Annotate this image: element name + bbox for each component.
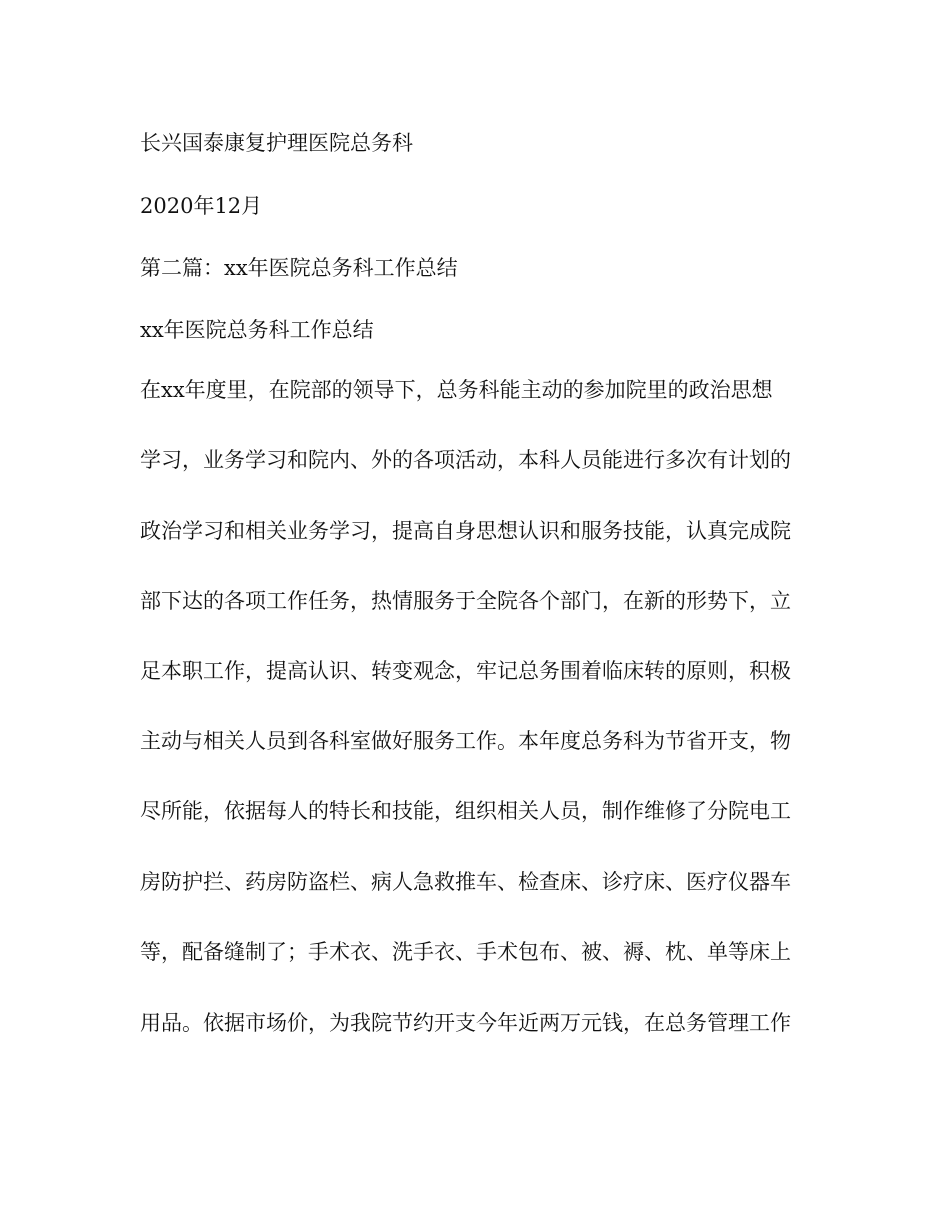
body-line: 足本职工作，提高认识、转变观念，牢记总务围着临床转的原则，积极	[140, 659, 791, 683]
body-line: 政治学习和相关业务学习，提高自身思想认识和服务技能，认真完成院	[140, 519, 791, 543]
document-section-title: 第二篇：xx年医院总务科工作总结	[140, 256, 458, 280]
body-line: 用品。依据市场价，为我院节约开支今年近两万元钱，在总务管理工作	[140, 1011, 791, 1035]
body-line: 等，配备缝制了；手术衣、洗手衣、手术包布、被、褥、枕、单等床上	[140, 940, 791, 964]
document-subtitle: xx年医院总务科工作总结	[140, 318, 374, 342]
body-line: 学习，业务学习和院内、外的各项活动，本科人员能进行多次有计划的	[140, 448, 791, 472]
body-line: 部下达的各项工作任务，热情服务于全院各个部门，在新的形势下，立	[140, 589, 791, 613]
body-line: 尽所能，依据每人的特长和技能，组织相关人员，制作维修了分院电工	[140, 799, 791, 823]
body-line: 房防护拦、药房防盗栏、病人急救推车、检查床、诊疗床、医疗仪器车	[140, 870, 791, 894]
document-date: 2020年12月	[140, 194, 263, 218]
document-organization: 长兴国泰康复护理医院总务科	[140, 131, 413, 155]
body-line: 主动与相关人员到各科室做好服务工作。本年度总务科为节省开支，物	[140, 729, 791, 753]
body-line: 在xx年度里，在院部的领导下，总务科能主动的参加院里的政治思想	[140, 378, 773, 402]
